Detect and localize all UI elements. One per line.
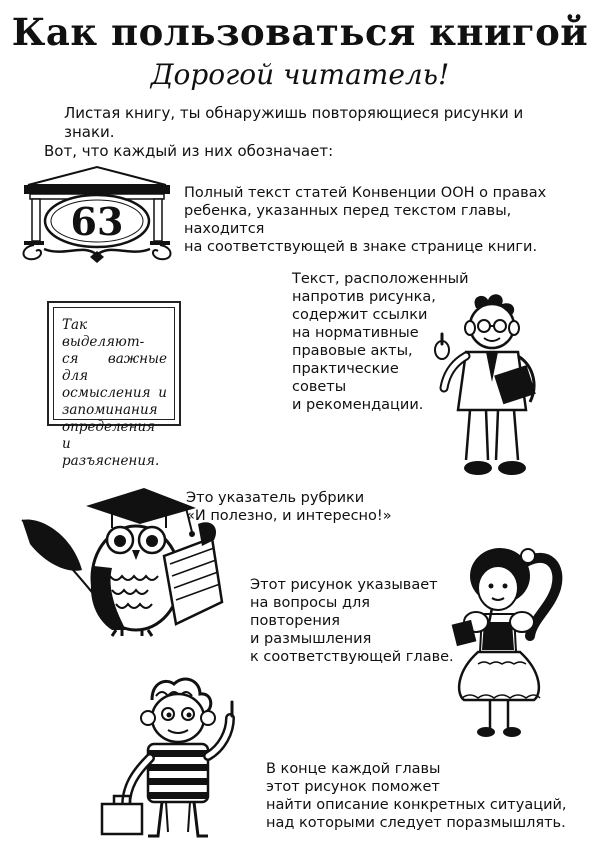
page-number: 63 — [70, 199, 124, 244]
text-line: ся важные для — [62, 351, 167, 384]
intro-line: Вот, что каждый из них обозначает: — [44, 142, 334, 160]
boy-text — [266, 760, 586, 832]
text-line: определения и — [62, 419, 156, 452]
page-marker-text — [184, 184, 584, 256]
text-line: запоминания — [62, 402, 158, 418]
teacher-icon — [426, 290, 556, 482]
definition-box — [47, 301, 181, 469]
text-line: найти описание конкретных ситуаций, — [266, 797, 567, 813]
intro-text — [44, 104, 564, 161]
text-line: над которыми следует поразмышлять. — [266, 815, 566, 831]
intro-line: Листая книгу, ты обнаружишь повторяющиеся рисунки и знаки. — [64, 104, 524, 141]
girl-text — [250, 576, 460, 666]
text-line: В конце каждой главы — [266, 761, 441, 777]
text-line: осмысления и — [62, 385, 167, 401]
owl-text — [186, 489, 446, 525]
text-line: ребенка, указанных перед текстом главы, находится — [184, 203, 512, 237]
text-line: Так выделяют- — [62, 317, 145, 350]
text-line: «И полезно, и интересно!» — [186, 508, 392, 524]
text-line: Это указатель рубрики — [186, 490, 365, 506]
text-line: этот рисунок поможет — [266, 779, 440, 795]
page-title: Как пользоваться книгой — [11, 10, 589, 54]
text-line: напротив рисунка, — [292, 289, 436, 305]
text-line: содержит ссылки — [292, 307, 428, 323]
text-line: и рекомендации. — [292, 397, 424, 413]
girl-icon — [448, 544, 568, 740]
text-line: и размышления — [250, 631, 372, 647]
text-line: Полный текст статей Конвенции ООН о правах — [184, 185, 547, 201]
text-line: практические — [292, 361, 399, 377]
text-line: разъяснения. — [62, 453, 160, 469]
text-line: правовые акты, — [292, 343, 413, 359]
text-line: на соответствующей в знаке странице книги. — [184, 239, 538, 255]
page-subtitle: Дорогой читатель! — [150, 58, 450, 91]
text-line: Этот рисунок указывает — [250, 577, 438, 593]
text-line: Текст, расположенный — [292, 271, 469, 287]
page-marker-icon — [14, 165, 180, 265]
text-line: советы — [292, 379, 347, 395]
text-line: к соответствующей главе. — [250, 649, 454, 665]
definition-box-text — [53, 307, 175, 469]
boy-icon — [96, 676, 256, 856]
text-line: на нормативные — [292, 325, 419, 341]
text-line: на вопросы для повторения — [250, 595, 370, 629]
